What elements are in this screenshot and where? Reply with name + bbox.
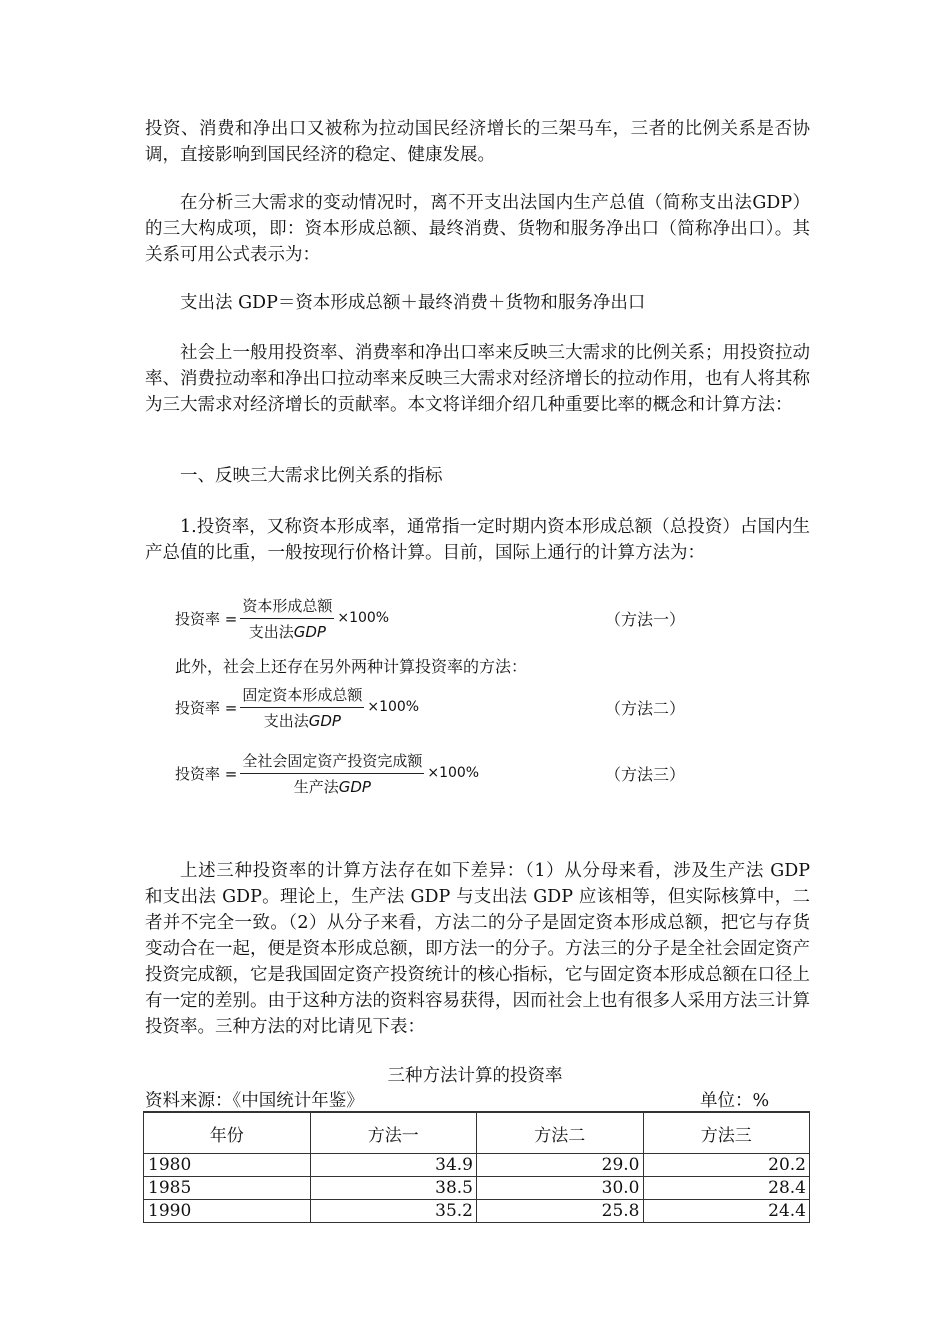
table-caption: 三种方法计算的投资率: [387, 1066, 563, 1086]
formula-method-1: [175, 593, 695, 643]
header-method-2: 方法二: [477, 1112, 644, 1154]
numerator: 固定资本形成总额: [240, 684, 364, 708]
multiplier: ×100%: [367, 699, 420, 715]
fraction: [240, 595, 334, 642]
method-label: （方法二）: [605, 698, 686, 718]
table-source: 资料来源：《中国统计年鉴》: [145, 1091, 364, 1111]
cell-method-2: 30.0: [477, 1177, 644, 1200]
formula-note: 此外，社会上还存在另外两种计算投资率的方法：: [175, 657, 528, 676]
paragraph-differences: 上述三种投资率的计算方法存在如下差异：（1）从分母来看，涉及生产法 GDP 和支出法 GDP。理论上，生产法 GDP 与支出法 GDP 应该相等，但实际核算中，二者并不完全一致。（2）从分子来看，方法二的分子是固定资本形成总额，把它与存货变动合在一起，便是资本形成总额，即方法一的分子。方法三的分子是全社会固定资产投资完成额，它是我国固定资产投资统计的核心指标，它与固定资本形成总额在口径上有一定的差别。由于这种方法的资料容易获得，因而社会上也有很多人采用方法三计算投资率。三种方法的对比请见下表：: [145, 861, 810, 1037]
cell-method-1: 34.9: [310, 1154, 477, 1177]
formula-method-2: [175, 682, 695, 732]
cell-method-2: 25.8: [477, 1200, 644, 1223]
denominator: 支出法GDP: [248, 622, 326, 641]
table-row: [144, 1177, 810, 1200]
method-label: （方法三）: [605, 764, 686, 784]
cell-method-1: 38.5: [310, 1177, 477, 1200]
header-method-3: 方法三: [643, 1112, 810, 1154]
paragraph-components: 在分析三大需求的变动情况时，离不开支出法国内生产总值（简称支出法GDP）的三大构成项，即：资本形成总额、最终消费、货物和服务净出口（简称净出口）。其关系可用公式表示为：: [145, 193, 810, 265]
cell-year: 1980: [144, 1154, 311, 1177]
formula-label: 投资率 =: [175, 609, 238, 628]
paragraph-formula: 支出法 GDP＝资本形成总额＋最终消费＋货物和服务净出口: [180, 293, 646, 313]
cell-method-3: 24.4: [643, 1200, 810, 1223]
cell-year: 1985: [144, 1177, 311, 1200]
multiplier: ×100%: [427, 765, 480, 781]
table-row: [144, 1154, 810, 1177]
investment-rate-table: [143, 1111, 810, 1223]
multiplier: ×100%: [337, 610, 390, 626]
cell-method-3: 28.4: [643, 1177, 810, 1200]
cell-year: 1990: [144, 1200, 311, 1223]
cell-method-3: 20.2: [643, 1154, 810, 1177]
numerator: 资本形成总额: [240, 595, 334, 619]
cell-method-1: 35.2: [310, 1200, 477, 1223]
formula-method-3: [175, 748, 695, 798]
header-method-1: 方法一: [310, 1112, 477, 1154]
method-label: （方法一）: [605, 609, 686, 629]
paragraph-intro: 投资、消费和净出口又被称为拉动国民经济增长的三架马车，三者的比例关系是否协调，直接影响到国民经济的稳定、健康发展。: [145, 119, 810, 165]
fraction: [240, 684, 364, 731]
denominator: 支出法GDP: [263, 711, 341, 730]
table-header-row: [144, 1112, 810, 1154]
formula-label: 投资率 =: [175, 698, 238, 717]
table-unit: 单位：%: [700, 1091, 770, 1111]
formula-label: 投资率 =: [175, 764, 238, 783]
paragraph-investment-rate: 1.投资率，又称资本形成率，通常指一定时期内资本形成总额（总投资）占国内生产总值的比重，一般按现行价格计算。目前，国际上通行的计算方法为：: [145, 517, 810, 563]
numerator: 全社会固定资产投资完成额: [240, 750, 424, 774]
denominator: 生产法GDP: [293, 777, 371, 796]
paragraph-ratios: 社会上一般用投资率、消费率和净出口率来反映三大需求的比例关系；用投资拉动率、消费拉动率和净出口拉动率来反映三大需求对经济增长的拉动作用，也有人将其称为三大需求对经济增长的贡献率。本文将详细介绍几种重要比率的概念和计算方法：: [145, 343, 810, 415]
section-heading: 一、反映三大需求比例关系的指标: [180, 466, 443, 486]
cell-method-2: 29.0: [477, 1154, 644, 1177]
table-row: [144, 1200, 810, 1223]
header-year: 年份: [144, 1112, 311, 1154]
fraction: [240, 750, 424, 797]
